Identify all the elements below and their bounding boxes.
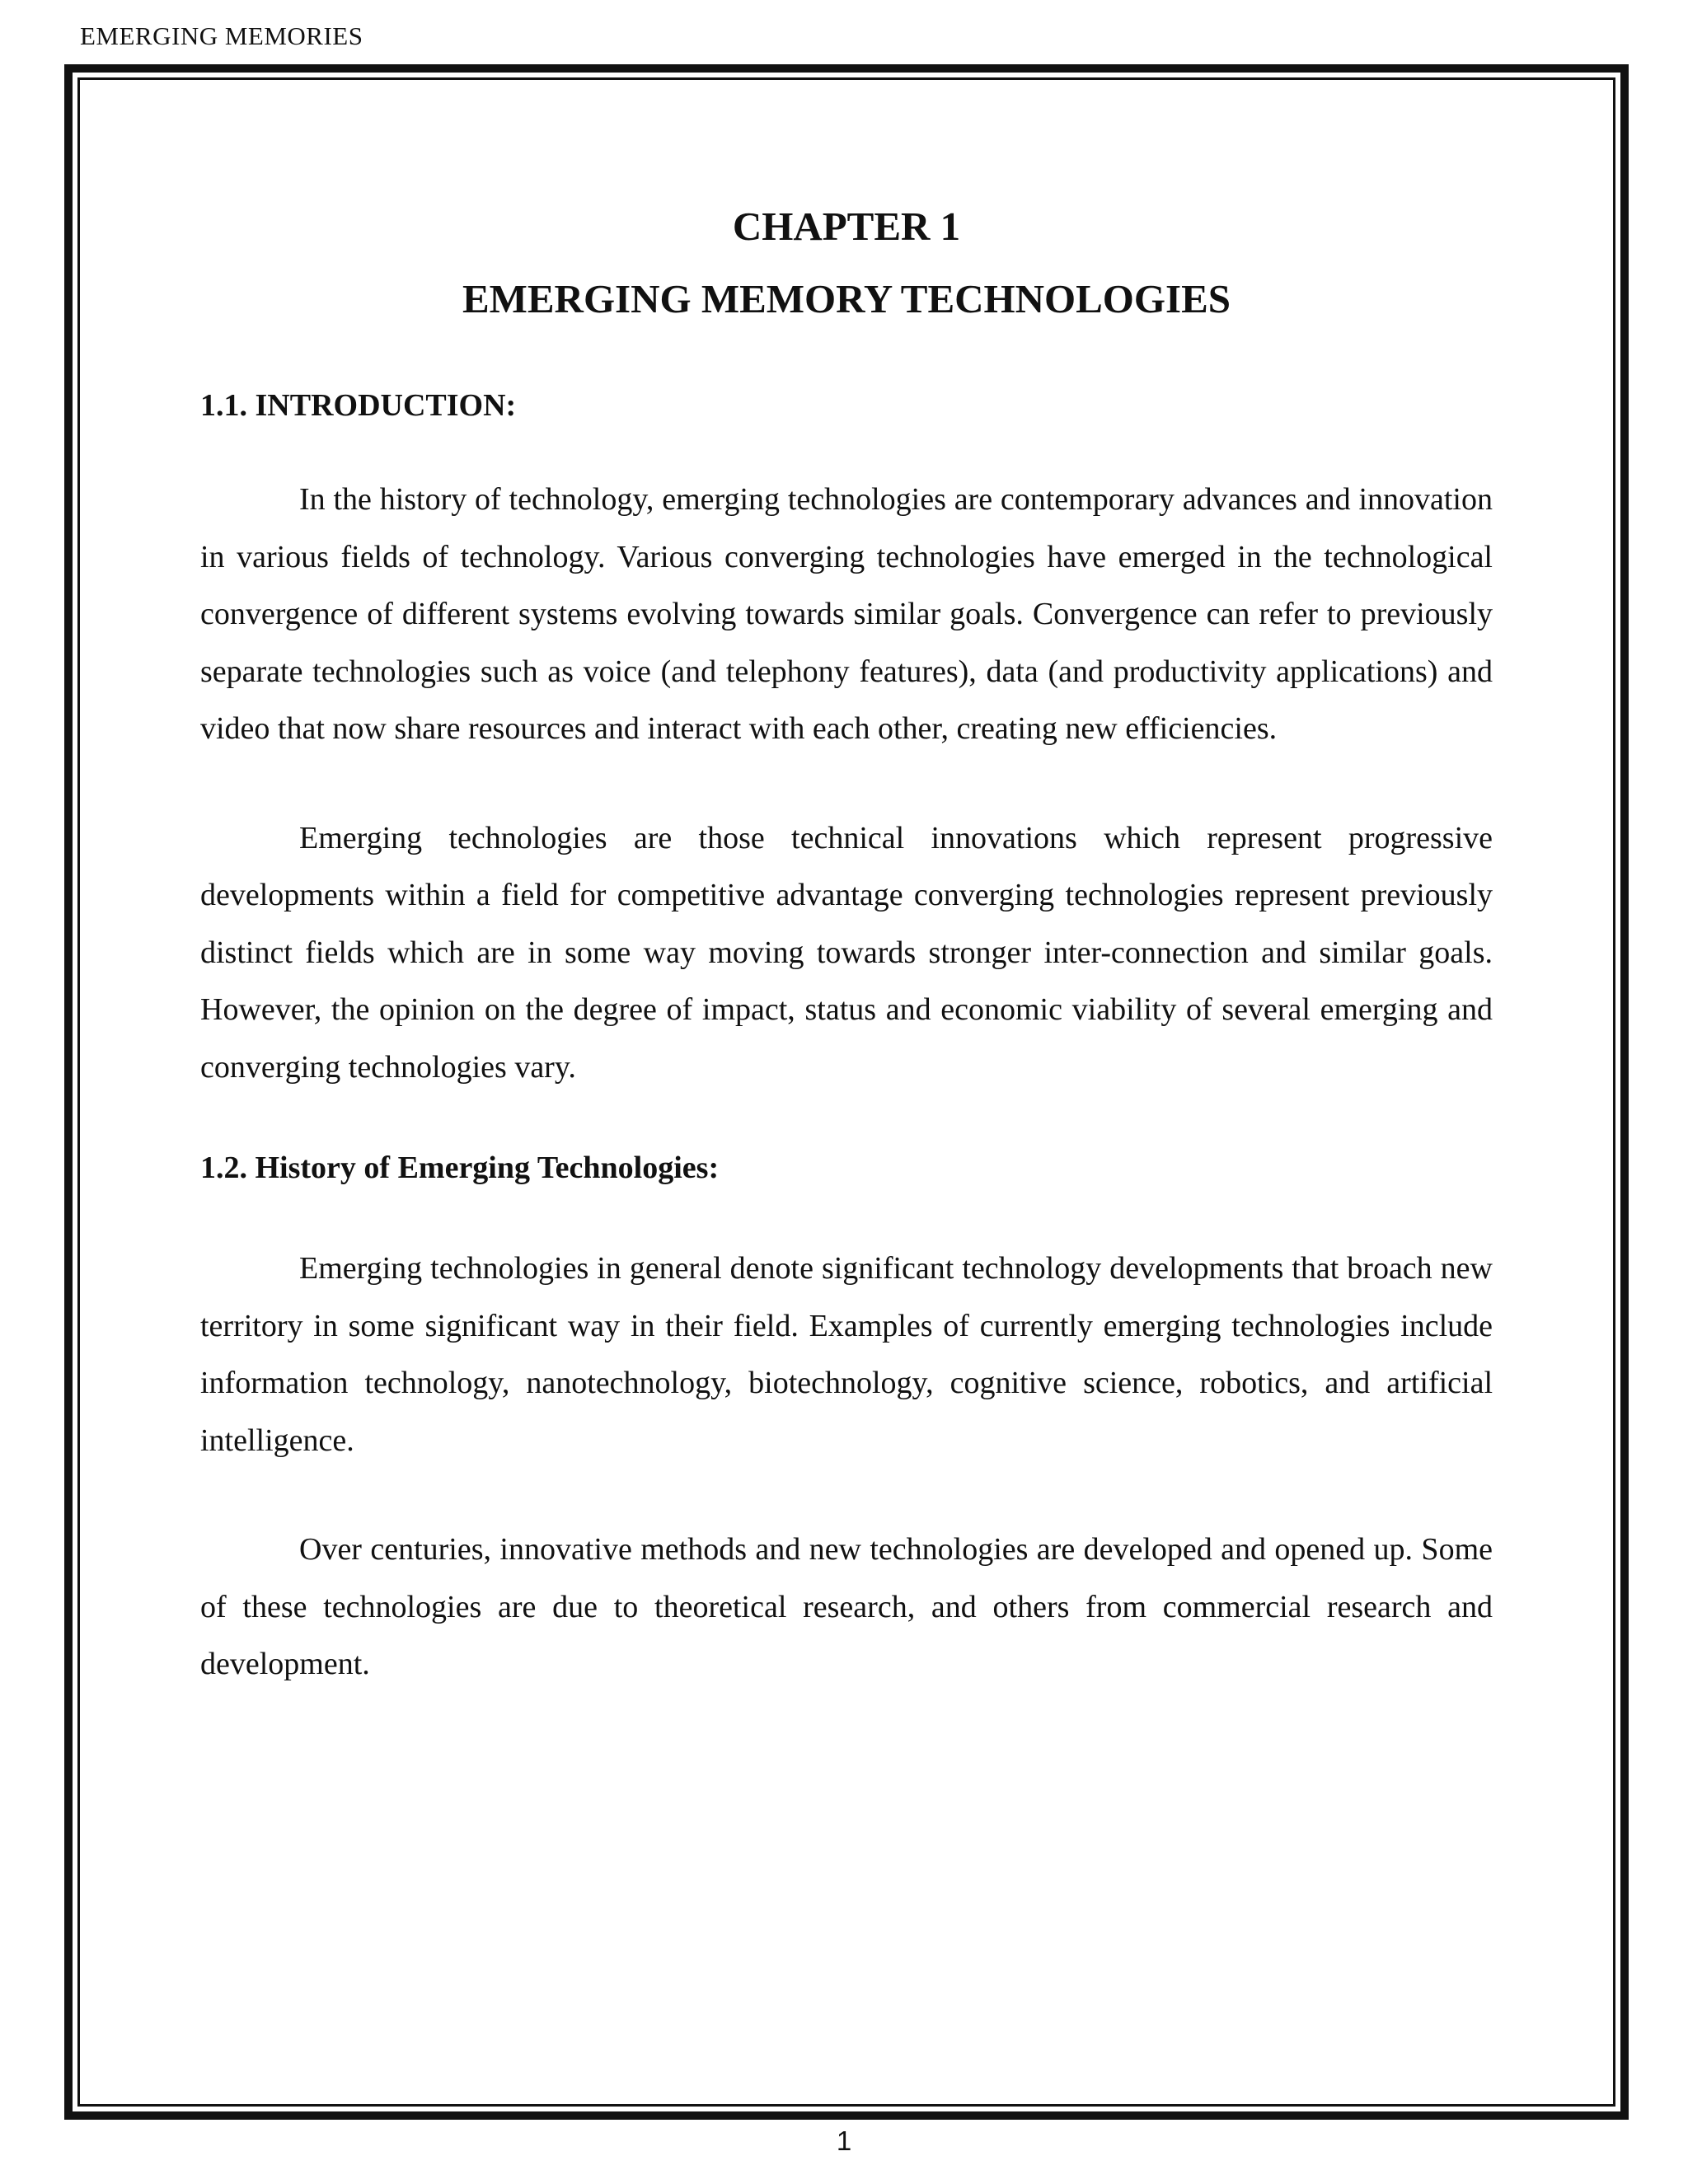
page-number: 1 — [836, 2125, 852, 2156]
running-header: EMERGING MEMORIES — [80, 21, 363, 50]
paragraph-history-1: Emerging technologies in general denote significant technology developments that broach new territory in some significant way in their field. Examples of currently emerging technologies include information technology, nanotechnology, biotechnology, cognitive science, robotics, and artificial intelligence. — [200, 1251, 1493, 1458]
chapter-title: CHAPTER 1 — [732, 204, 961, 249]
section-heading-introduction: 1.1. INTRODUCTION: — [200, 388, 517, 423]
page-content — [200, 185, 1493, 1694]
section-heading-history: 1.2. History of Emerging Technologies: — [200, 1151, 720, 1185]
paragraph-introduction-1: In the history of technology, emerging technologies are contemporary advances and innovation in various fields of technology. Various converging technologies have emerged in the technological convergence of different systems evolving towards similar goals. Convergence can refer to previously separate technologies such as voice (and telephony features), data (and productivity applications) and video that now share resources and interact with each other, creating new efficiencies. — [200, 482, 1493, 746]
paragraph-history-2: Over centuries, innovative methods and new technologies are developed and opened up. Some of these technologies are due to theoretical research, and others from commercial research and development. — [200, 1532, 1493, 1681]
chapter-subtitle: EMERGING MEMORY TECHNOLOGIES — [462, 276, 1231, 321]
paragraph-introduction-2: Emerging technologies are those technical innovations which represent progressive developments within a field for competitive advantage converging technologies represent previously distinct fields which are in some way moving towards stronger inter-connection and similar goals. However, the opinion on the degree of impact, status and economic viability of several emerging and converging technologies vary. — [200, 820, 1493, 1085]
